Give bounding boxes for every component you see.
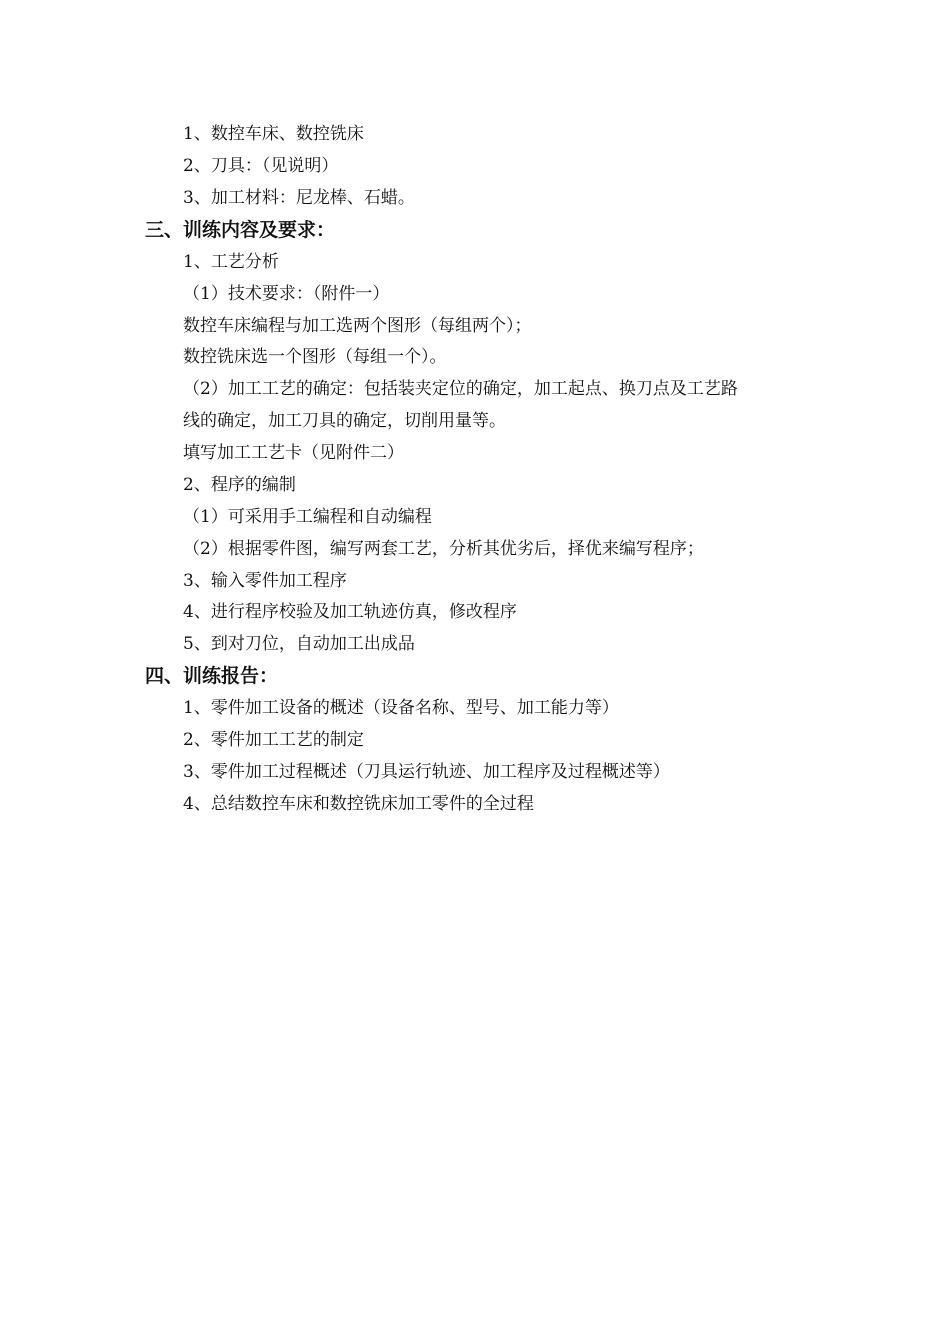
section-3-line: （1）技术要求：（附件一）: [183, 284, 390, 304]
section-3-line: 线的确定，加工刀具的确定，切削用量等。: [183, 411, 506, 431]
section-3-line: 数控铣床选一个图形（每组一个）。: [183, 347, 447, 367]
section-3-line: （1）可采用手工编程和自动编程: [183, 507, 432, 527]
section-3-line: （2）根据零件图，编写两套工艺，分析其优劣后，择优来编写程序；: [183, 539, 704, 559]
equipment-item-3: 3、加工材料：尼龙棒、石蜡。: [183, 188, 415, 208]
section-3-line: 填写加工工艺卡（见附件二）: [183, 443, 404, 463]
section-3-line: 2、程序的编制: [183, 475, 296, 495]
section-3-line: 1、工艺分析: [183, 252, 279, 272]
equipment-item-1: 1、数控车床、数控铣床: [183, 124, 364, 144]
section-4-line: 3、零件加工过程概述（刀具运行轨迹、加工程序及过程概述等）: [183, 762, 670, 782]
section-3-heading: 三、训练内容及要求：: [145, 219, 336, 241]
section-4-line: 2、零件加工工艺的制定: [183, 730, 364, 750]
section-3-line: 4、进行程序校验及加工轨迹仿真，修改程序: [183, 602, 517, 622]
section-4-line: 1、零件加工设备的概述（设备名称、型号、加工能力等）: [183, 698, 619, 718]
section-3-line: 数控车床编程与加工选两个图形（每组两个）；: [183, 316, 532, 336]
section-4-line: 4、总结数控车床和数控铣床加工零件的全过程: [183, 794, 534, 814]
section-4-heading: 四、训练报告：: [145, 665, 279, 687]
section-3-line: 3、输入零件加工程序: [183, 571, 347, 591]
equipment-item-2: 2、刀具：（见说明）: [183, 156, 339, 176]
section-3-line: 5、到对刀位，自动加工出成品: [183, 634, 415, 654]
section-3-line: （2）加工工艺的确定：包括装夹定位的确定，加工起点、换刀点及工艺路: [183, 379, 738, 399]
